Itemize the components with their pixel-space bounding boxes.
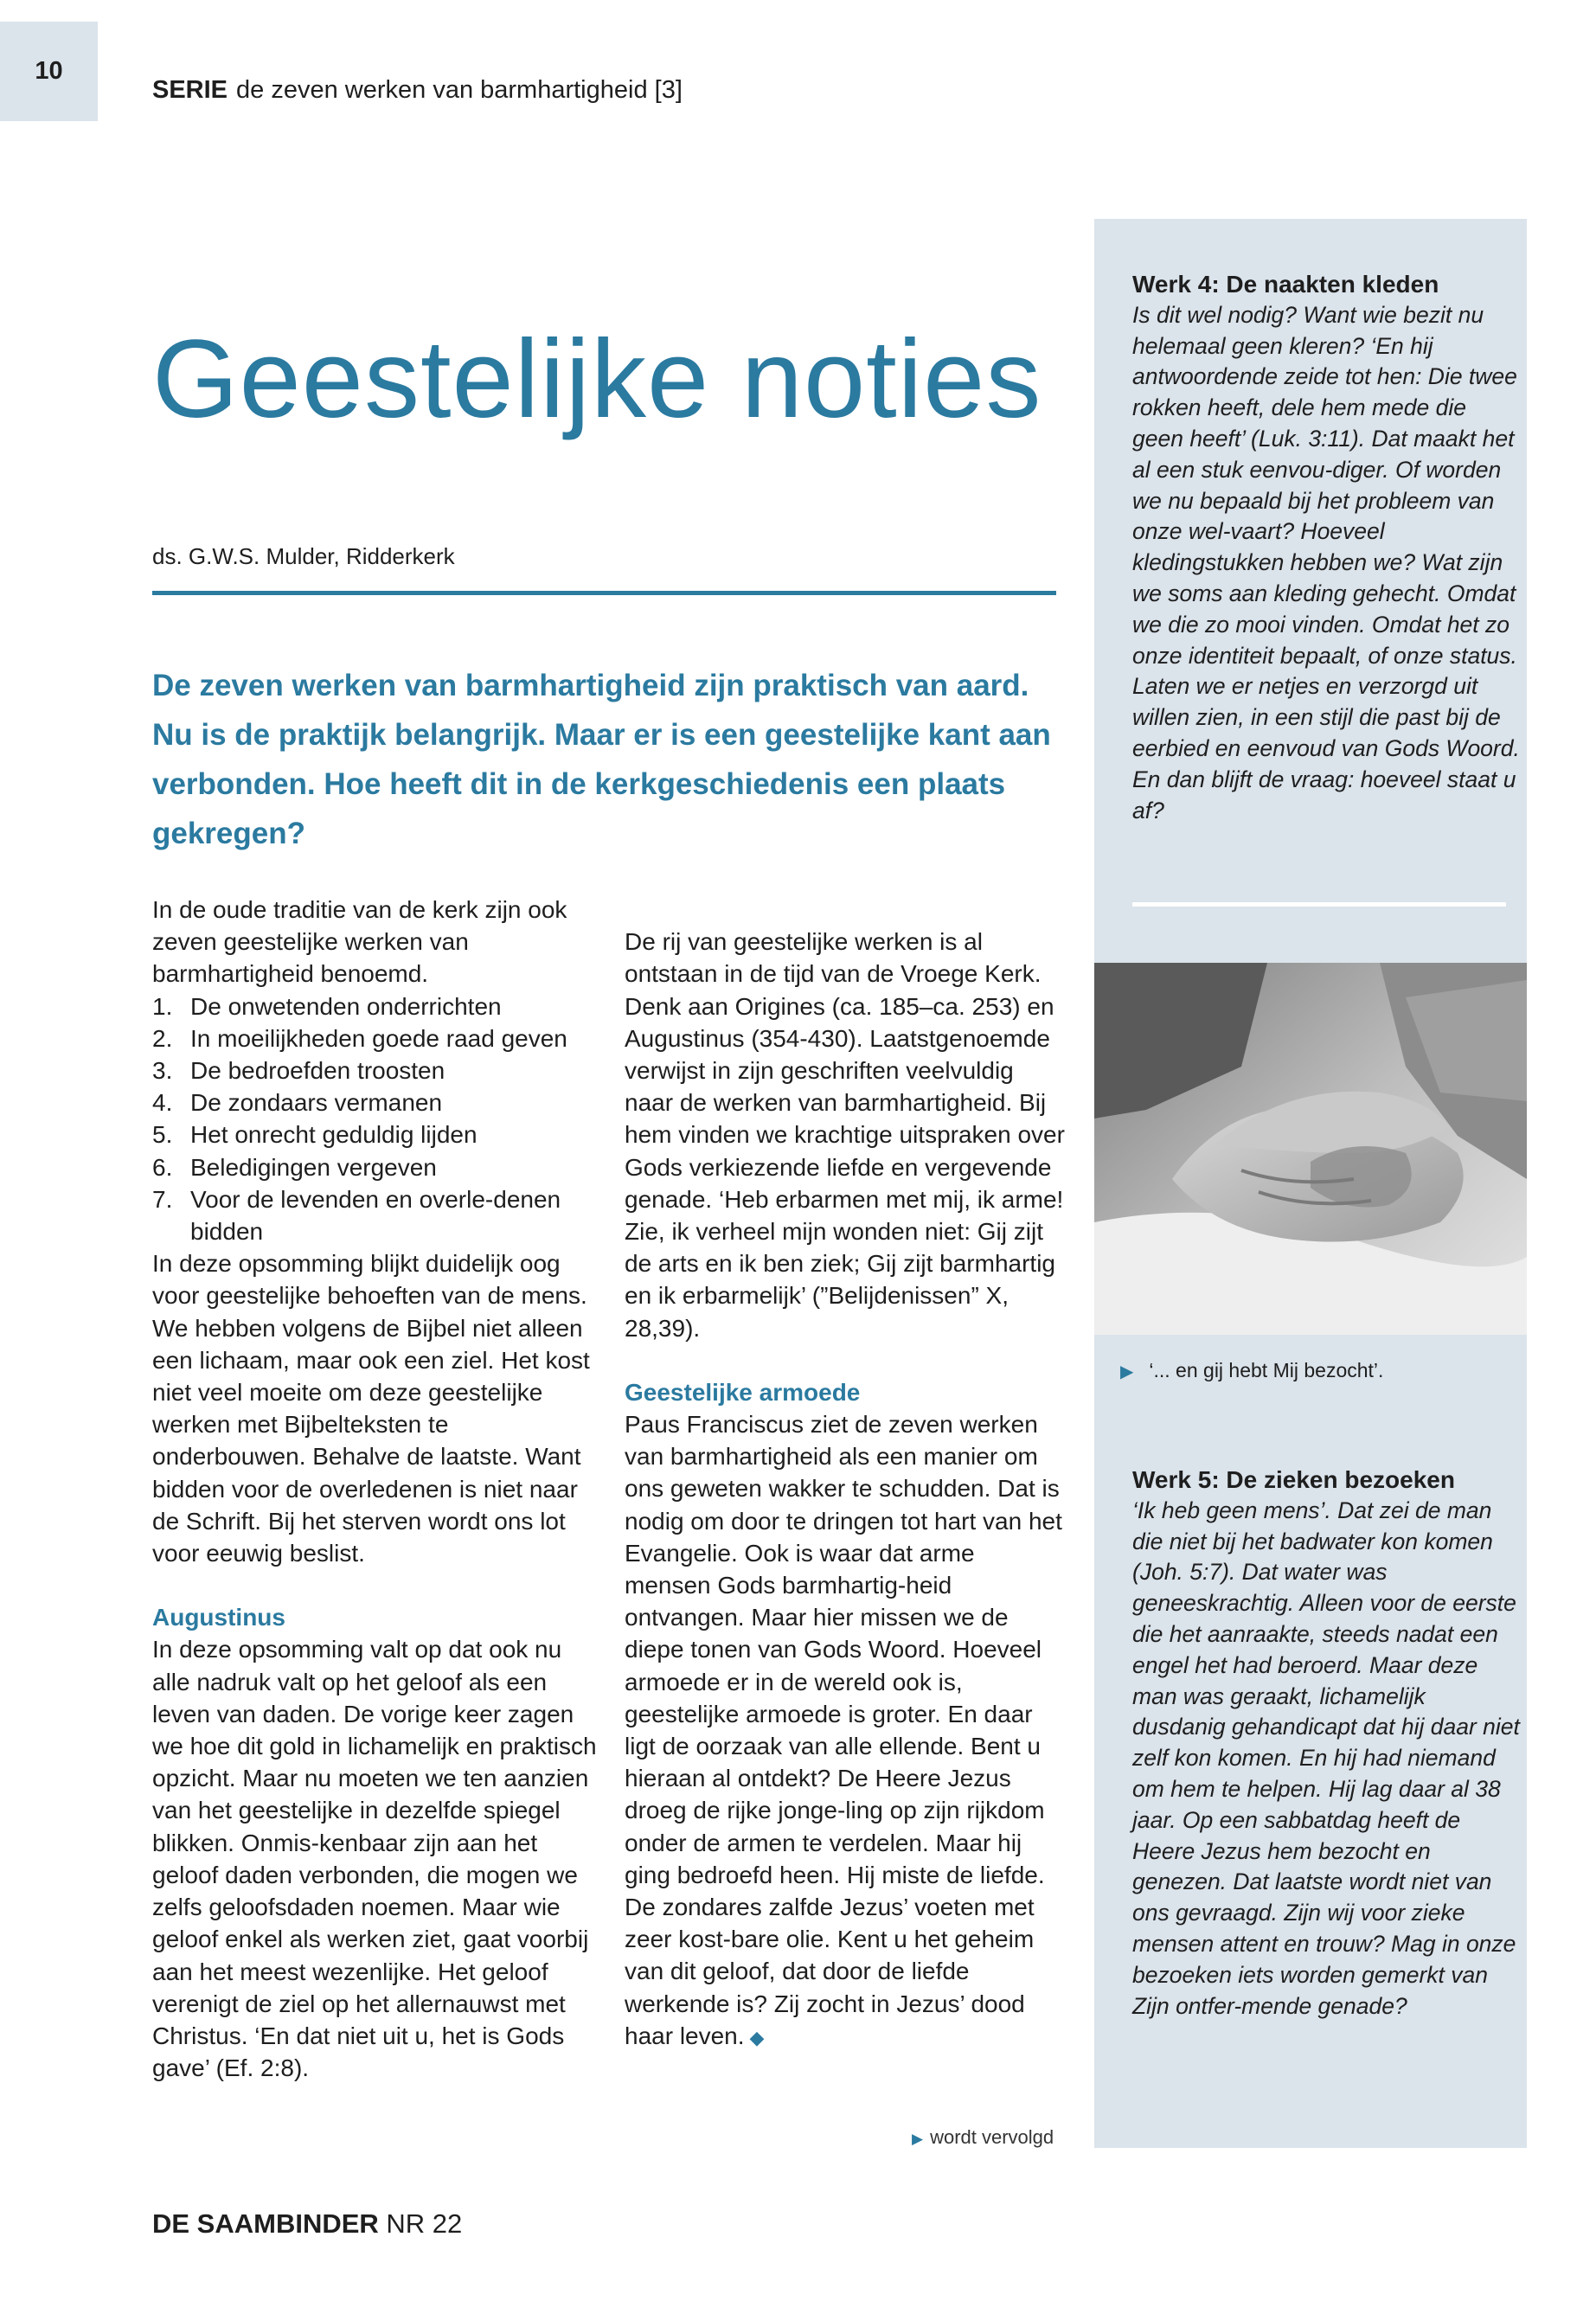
page-number: 10 <box>0 22 98 121</box>
sidebar-werk5 <box>1132 1465 1522 2022</box>
continued-note: ▶ wordt vervolgd <box>912 2126 1054 2148</box>
photo-holding-hands <box>1094 963 1527 1335</box>
list-item: 4. De zondaars vermanen <box>152 1089 443 1117</box>
list-item: 6. Beledigingen vergeven <box>152 1153 437 1181</box>
works-list <box>152 990 602 1248</box>
title-divider <box>152 591 1056 595</box>
article-column-middle <box>625 894 1066 2054</box>
body-paragraph: De rij van geestelijke werken is al ontstaan in de tijd van de Vroege Kerk. Denk aan Origines (ca. 185–ca. 253) en Augustinus (354-430). Laatstgenoemde verwijst in zijn geschriften veelvuldig naar de werken van barmhartigheid. Bij hem vinden we krachtige uitspraken over Gods verkiezende liefde en vergevende genade. ‘Heb erbarmen met mij, ik arme! Zie, ik verheel mijn wonden niet: Gij zijt de arts en ik ben ziek; Gij zijt barmhartig en ik erbarmelijk’ (”Belijdenissen” X, 28,39). <box>625 928 1065 1342</box>
body-paragraph: In deze opsomming valt op dat ook nu alle nadruk valt op het geloof als een leven van daden. De vorige keer zagen we hoe dit gold in lichamelijk en praktisch opzicht. Maar nu moeten we ten aanzien van het geestelijke in dezelfde spiegel blikken. Onmis-kenbaar zijn aan het geloof daden verbonden, die mogen we zelfs geloofsdaden noemen. Maar wie geloof enkel als werken ziet, gaat voorbij aan het meest wezenlijke. Het geloof verenigt de ziel op het allernauwst met Christus. ‘En dat niet uit u, het is Gods gave’ (Ef. 2:8). <box>152 1636 597 2082</box>
werk4-title: Werk 4: De naakten kleden <box>1132 271 1439 298</box>
hands-photo-image <box>1094 963 1527 1335</box>
triangle-right-icon: ▶ <box>1120 1362 1134 1381</box>
list-item: 7. Voor de levenden en overle-denen bidden <box>152 1185 561 1246</box>
series-label: SERIE <box>152 76 228 104</box>
werk5-text: ‘Ik heb geen mens’. Dat zei de man die niet bij het badwater kon komen (Joh. 5:7). Dat water was geneeskrachtig. Alleen voor de eerste die het aanraakte, steeds nadat een engel het had beroerd. Maar deze man was geraakt, lichamelijk dusdanig gehandicapt dat hij daar niet zelf kon komen. En hij had niemand om hem te helpen. Hij lag daar al 38 jaar. Op een sabbatdag heeft de Heere Jezus hem bezocht en genezen. Dat laatste wordt niet van ons gevraagd. Zijn wij voor zieke mensen attent en trouw? Mag in onze bezoeken iets worden gemerkt van Zijn ontfer-mende genade? <box>1132 1497 1520 2019</box>
photo-caption: ▶ ‘... en gij hebt Mij bezocht’. <box>1120 1359 1384 1381</box>
article-column-left <box>152 894 602 2084</box>
subhead-augustinus: Augustinus <box>152 1604 285 1631</box>
sidebar-divider <box>1132 902 1506 907</box>
article-lead: De zeven werken van barmhartigheid zijn praktisch van aard. Nu is de praktijk belangrijk. Maar er is een geestelijke kant aan verbonden. Hoe heeft dit in de kerkgeschiedenis een plaats gekregen? <box>152 669 1051 850</box>
list-item: 3. De bedroefden troosten <box>152 1057 445 1085</box>
body-paragraph: Paus Franciscus ziet de zeven werken van barmhartigheid als een manier om ons geweten wakker te schudden. Dat is nodig om door te dringen tot hart van het Evangelie. Ook is waar dat arme mensen Gods barmhartig-heid ontvangen. Maar hier missen we de diepe tonen van Gods Woord. Hoeveel armoede er in de wereld ook is, geestelijke armoede is groter. En daar ligt de oorzaak van alle ellende. Bent u hieraan al ontdekt? De Heere Jezus droeg de rijke jonge-ling op zijn rijkdom onder de armen te verdelen. Maar hij ging bedroefd heen. Hij miste de liefde. De zondares zalfde Jezus’ voeten met zeer kost-bare olie. Kent u het geheim van dit geloof, dat door de liefde werkende is? Zij zocht in Jezus’ dood haar leven. ◆ <box>625 1411 1062 2049</box>
list-item: 2. In moeilijkheden goede raad geven <box>152 1024 567 1052</box>
article-author: ds. G.W.S. Mulder, Ridderkerk <box>152 543 455 569</box>
magazine-name: DE SAAMBINDER <box>152 2208 379 2239</box>
list-item: 1. De onwetenden onderrichten <box>152 992 502 1020</box>
end-mark-icon: ◆ <box>749 2026 765 2048</box>
issue-number: NR 22 <box>386 2208 463 2239</box>
running-head <box>152 76 683 105</box>
article-title: Geestelijke noties <box>152 317 1042 441</box>
list-item: 5. Het onrecht geduldig lijden <box>152 1121 478 1149</box>
page-footer <box>152 2208 462 2240</box>
sidebar-box <box>1094 219 1527 2148</box>
subhead-geestelijke-armoede: Geestelijke armoede <box>625 1378 861 1406</box>
sidebar-werk4 <box>1132 269 1522 826</box>
werk5-title: Werk 5: De zieken bezoeken <box>1132 1466 1455 1493</box>
werk4-text: Is dit wel nodig? Want wie bezit nu helemaal geen kleren? ‘En hij antwoordende zeide tot hen: Die twee rokken heeft, dele hem mede die geen heeft’ (Luk. 3:11). Dat maakt het al een stuk eenvou-diger. Of worden we nu bepaald bij het probleem van onze wel-vaart? Hoeveel kledingstukken hebben we? Wat zijn we soms aan kleding gehecht. Omdat we die zo mooi vinden. Omdat het zo onze identiteit bepaalt, of onze status. Laten we er netjes en verzorgd uit willen zien, in een stijl die past bij de eerbied en eenvoud van Gods Woord. En dan blijft de vraag: hoeveel staat u af? <box>1132 301 1520 824</box>
triangle-right-icon: ▶ <box>912 2131 924 2147</box>
body-paragraph: In deze opsomming blijkt duidelijk oog voor geestelijke behoeften van de mens. We hebben volgens de Bijbel niet alleen een lichaam, maar ook een ziel. Het kost niet veel moeite om deze geestelijke werken met Bijbelteksten te onderbouwen. Behalve de laatste. Want bidden voor de overledenen is niet naar de Schrift. Bij het sterven wordt ons lot voor eeuwig beslist. <box>152 1250 590 1567</box>
series-title: de zeven werken van barmhartigheid [3] <box>236 76 683 104</box>
intro-paragraph: In de oude traditie van de kerk zijn ook zeven geestelijke werken van barmhartigheid benoemd. <box>152 896 567 988</box>
